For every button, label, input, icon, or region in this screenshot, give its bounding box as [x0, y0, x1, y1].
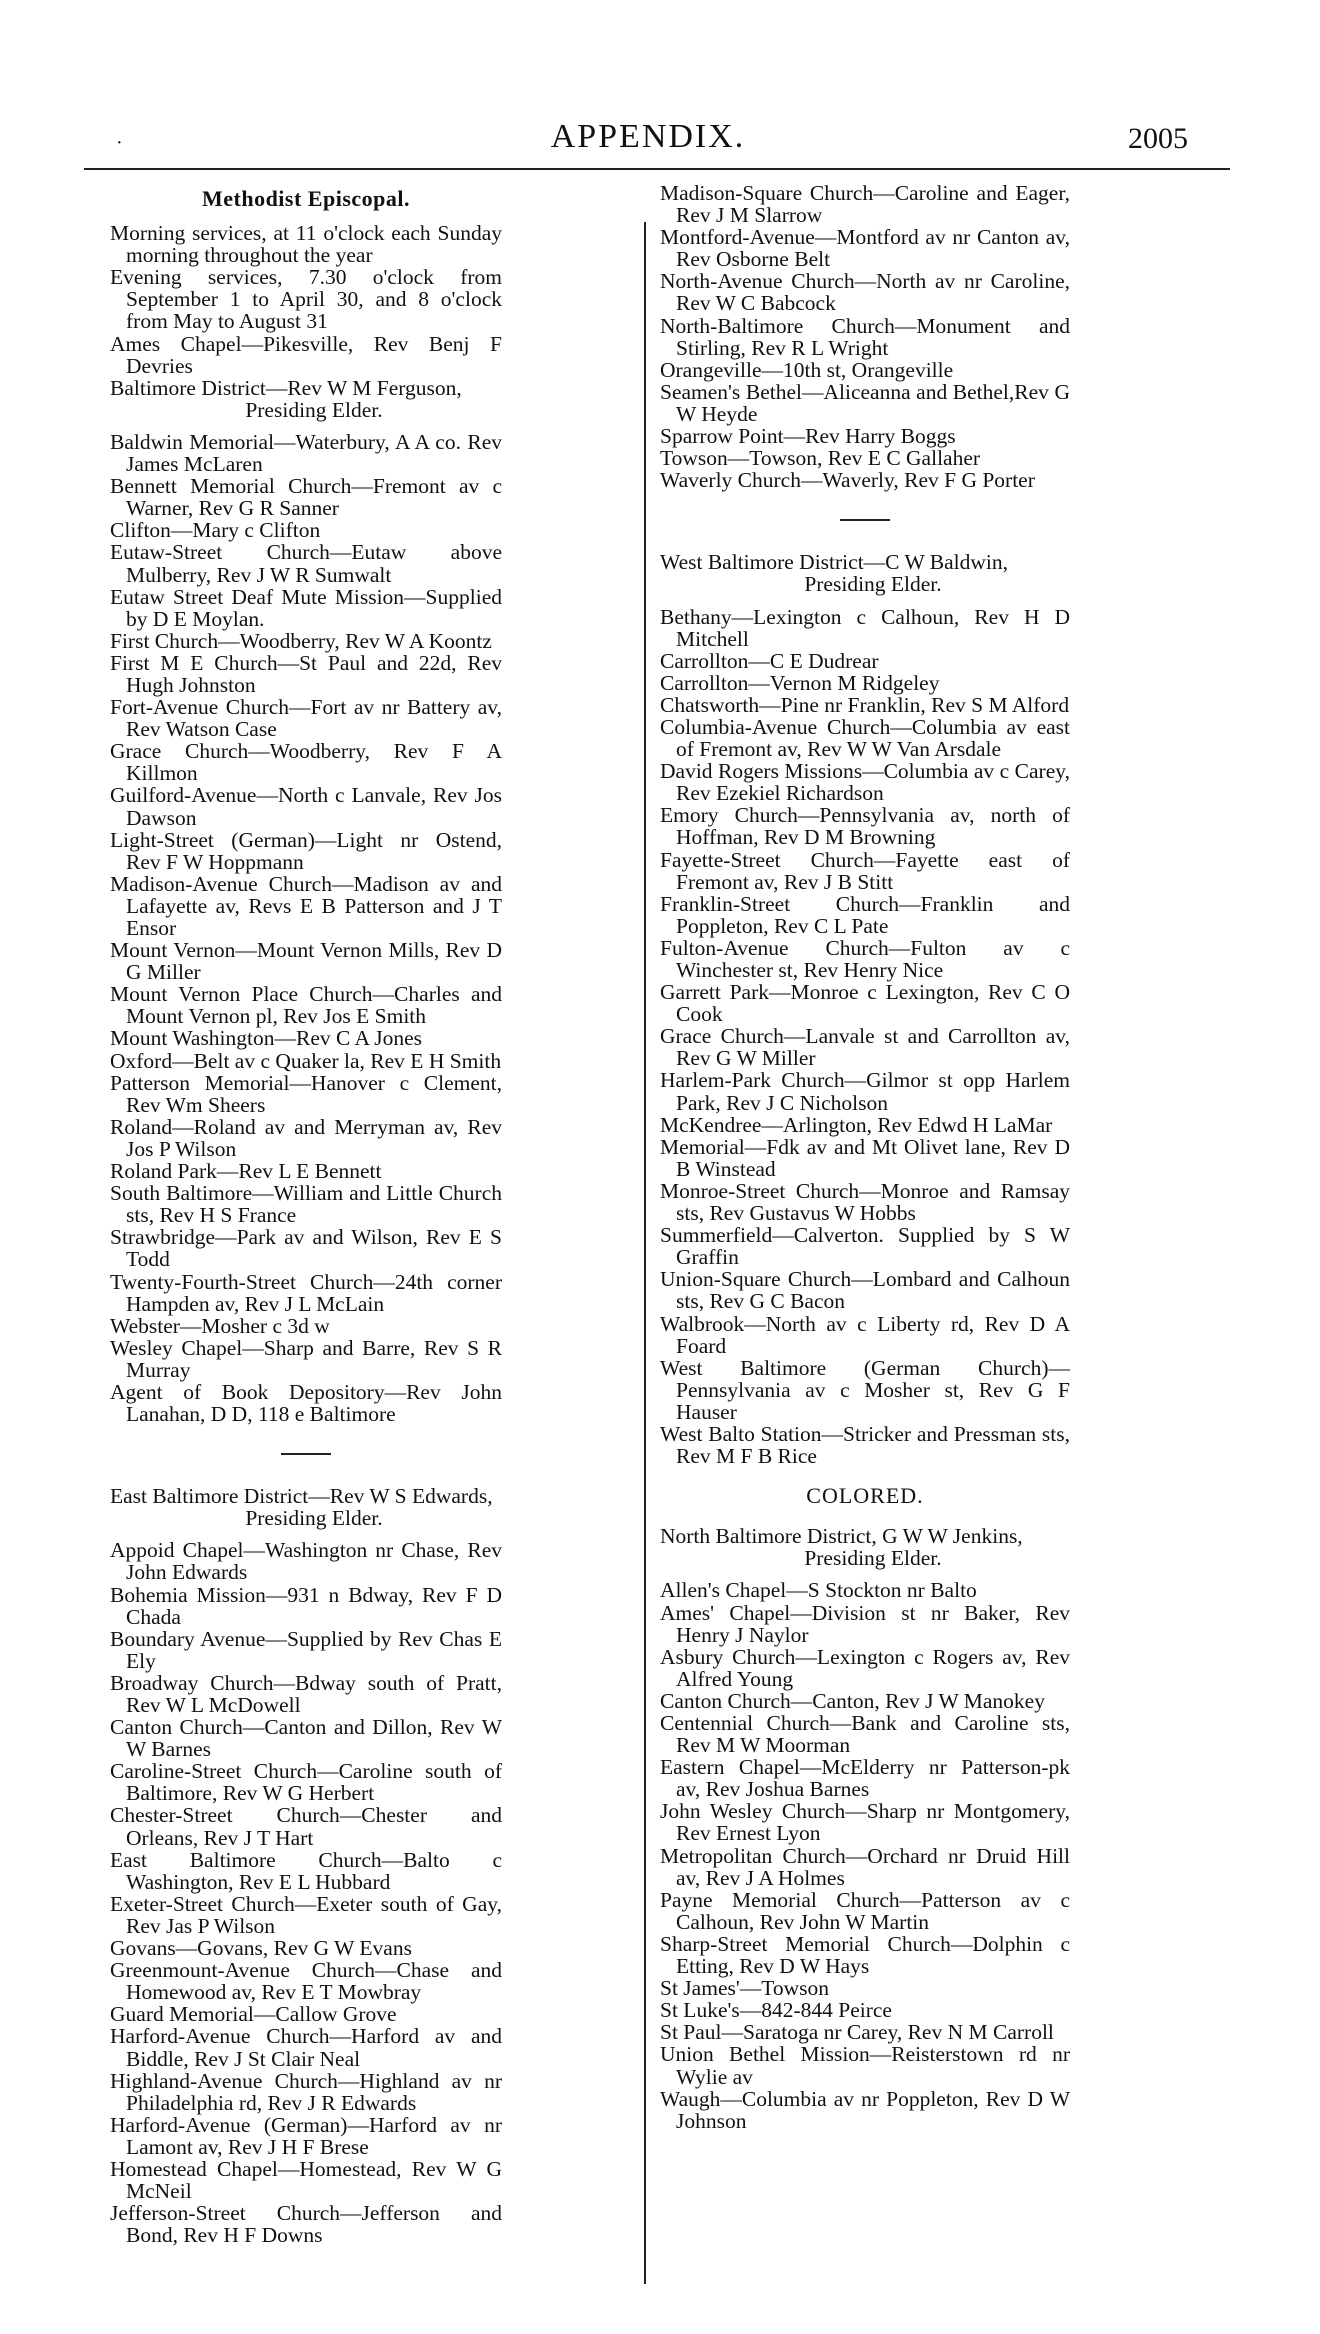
- list-entry: Monroe-Street Church—Monroe and Ramsay sts, Rev Gustavus W Hobbs: [660, 1178, 1070, 1226]
- list-entry: Montford-Avenue—Montford av nr Canton av, Rev Osborne Belt: [660, 225, 1070, 272]
- list-entry: Grace Church—Lanvale st and Carrollton av, Rev G W Miller: [660, 1024, 1070, 1071]
- list-entry: Columbia-Avenue Church—Columbia av east of Fremont av, Rev W W Van Arsdale: [660, 714, 1070, 762]
- intro-list: [110, 222, 502, 377]
- list-entry: Bethany—Lexington c Calhoun, Rev H D Mitchell: [660, 604, 1070, 651]
- list-entry: David Rogers Missions—Columbia av c Carey, Rev Ezekiel Richardson: [660, 759, 1070, 806]
- list-entry: Fulton-Avenue Church—Fulton av c Winchester st, Rev Henry Nice: [660, 935, 1070, 982]
- list-entry: St Paul—Saratoga nr Carey, Rev N M Carroll: [660, 2020, 1054, 2045]
- list-entry: McKendree—Arlington, Rev Edwd H LaMar: [660, 1112, 1053, 1137]
- list-entry: Guilford-Avenue—North c Lanvale, Rev Jos Dawson: [110, 783, 502, 830]
- list-entry: Waverly Church—Waverly, Rev F G Porter: [660, 468, 1035, 493]
- list-entry: Appoid Chapel—Washington nr Chase, Rev John Edwards: [110, 1538, 502, 1585]
- page-number: 2005: [1128, 122, 1188, 155]
- list-entry: Asbury Church—Lexington c Rogers av, Rev Alfred Young: [660, 1644, 1070, 1691]
- list-entry: South Baltimore—William and Little Church sts, Rev H S France: [110, 1181, 502, 1228]
- district-name: Baltimore District—Rev W M Ferguson,: [110, 375, 462, 400]
- district-name: East Baltimore District—Rev W S Edwards,: [110, 1484, 493, 1509]
- list-entry: Union-Square Church—Lombard and Calhoun sts, Rev G C Bacon: [660, 1267, 1070, 1314]
- district-elder: Presiding Elder.: [245, 397, 383, 422]
- colored-heading: COLORED.: [806, 1483, 924, 1509]
- list-entry: West Balto Station—Stricker and Pressman sts, Rev M F B Rice: [660, 1421, 1070, 1469]
- list-entry: Bohemia Mission—931 n Bdway, Rev F D Chada: [110, 1582, 502, 1629]
- list-entry: Chatsworth—Pine nr Franklin, Rev S M Alford: [660, 692, 1070, 717]
- list-entry: Orangeville—10th st, Orangeville: [660, 357, 954, 382]
- list-entry: John Wesley Church—Sharp nr Montgomery, Rev Ernest Lyon: [660, 1799, 1070, 1846]
- list-entry: Greenmount-Avenue Church—Chase and Homewood av, Rev E T Mowbray: [110, 1958, 502, 2005]
- church-list: [110, 431, 502, 1425]
- list-entry: Boundary Avenue—Supplied by Rev Chas E Ely: [110, 1626, 502, 1673]
- list-entry: Memorial—Fdk av and Mt Olivet lane, Rev D B Winstead: [660, 1134, 1070, 1181]
- page-title: APPENDIX.: [550, 118, 746, 155]
- list-entry: Eastern Chapel—McElderry nr Patterson-pk av, Rev Joshua Barnes: [660, 1755, 1070, 1802]
- list-entry: Morning services, at 11 o'clock each Sunday morning throughout the year: [110, 221, 502, 268]
- list-entry: Garrett Park—Monroe c Lexington, Rev C O Cook: [660, 980, 1070, 1027]
- list-entry: Strawbridge—Park av and Wilson, Rev E S Todd: [110, 1225, 502, 1272]
- list-entry: Bennett Memorial Church—Fremont av c Warner, Rev G R Sanner: [110, 474, 502, 521]
- list-entry: Clifton—Mary c Clifton: [110, 518, 321, 543]
- district-heading: [660, 1525, 1070, 1569]
- list-entry: Mount Vernon—Mount Vernon Mills, Rev D G Miller: [110, 938, 502, 985]
- list-entry: Franklin-Street Church—Franklin and Poppleton, Rev C L Pate: [660, 891, 1070, 938]
- section-separator: [840, 519, 890, 521]
- list-entry: Roland—Roland av and Merryman av, Rev Jos P Wilson: [110, 1114, 502, 1161]
- list-entry: Caroline-Street Church—Caroline south of Baltimore, Rev W G Herbert: [110, 1759, 502, 1806]
- page-header: [108, 118, 1188, 160]
- list-entry: Guard Memorial—Callow Grove: [110, 2002, 397, 2027]
- section-separator: [281, 1453, 331, 1455]
- list-entry: North-Avenue Church—North av nr Caroline, Rev W C Babcock: [660, 269, 1070, 316]
- section-title: Methodist Episcopal.: [201, 186, 411, 211]
- list-entry: Highland-Avenue Church—Highland av nr Philadelphia rd, Rev J R Edwards: [110, 2068, 502, 2115]
- list-entry: Eutaw Street Deaf Mute Mission—Supplied by D E Moylan.: [110, 584, 502, 631]
- list-entry: Towson—Towson, Rev E C Gallaher: [660, 446, 981, 471]
- list-entry: Summerfield—Calverton. Supplied by S W Graffin: [660, 1223, 1070, 1270]
- list-entry: Agent of Book Depository—Rev John Lanahan, D D, 118 e Baltimore: [110, 1379, 502, 1427]
- district-heading: [660, 551, 1070, 595]
- church-list: [660, 182, 1070, 491]
- list-entry: Ames Chapel—Pikesville, Rev Benj F Devries: [110, 331, 502, 378]
- list-entry: Roland Park—Rev L E Bennett: [110, 1159, 382, 1184]
- list-entry: Webster—Mosher c 3d w: [110, 1313, 330, 1338]
- list-entry: Patterson Memorial—Hanover c Clement, Rev Wm Sheers: [110, 1070, 502, 1117]
- list-entry: Homestead Chapel—Homestead, Rev W G McNeil: [110, 2156, 502, 2204]
- list-entry: Light-Street (German)—Light nr Ostend, Rev F W Hoppmann: [110, 827, 502, 874]
- list-entry: Eutaw-Street Church—Eutaw above Mulberry, Rev J W R Sumwalt: [110, 540, 502, 587]
- list-entry: East Baltimore Church—Balto c Washington, Rev E L Hubbard: [110, 1847, 502, 1894]
- list-entry: Allen's Chapel—S Stockton nr Balto: [660, 1578, 977, 1603]
- list-entry: Harlem-Park Church—Gilmor st opp Harlem Park, Rev J C Nicholson: [660, 1068, 1070, 1115]
- list-entry: Payne Memorial Church—Patterson av c Calhoun, Rev John W Martin: [660, 1887, 1070, 1934]
- list-entry: Canton Church—Canton, Rev J W Manokey: [660, 1688, 1045, 1713]
- district-elder: Presiding Elder.: [245, 1506, 383, 1531]
- list-entry: Jefferson-Street Church—Jefferson and Bond, Rev H F Downs: [110, 2201, 502, 2248]
- list-entry: West Baltimore (German Church)—Pennsylvania av c Mosher st, Rev G F Hauser: [660, 1355, 1070, 1424]
- church-list: [660, 1579, 1070, 2131]
- district-name: West Baltimore District—C W Baldwin,: [660, 550, 1009, 575]
- list-entry: Walbrook—North av c Liberty rd, Rev D A Foard: [660, 1311, 1070, 1358]
- list-entry: Madison-Avenue Church—Madison av and Lafayette av, Revs E B Patterson and J T Ensor: [110, 871, 502, 940]
- header-rule: [84, 168, 1230, 170]
- list-entry: Oxford—Belt av c Quaker la, Rev E H Smith: [110, 1048, 502, 1073]
- list-entry: First M E Church—St Paul and 22d, Rev Hugh Johnston: [110, 650, 502, 697]
- list-entry: Seamen's Bethel—Aliceanna and Bethel,Rev G W Heyde: [660, 379, 1070, 426]
- list-entry: Centennial Church—Bank and Caroline sts, Rev M W Moorman: [660, 1711, 1070, 1758]
- list-entry: St Luke's—842-844 Peirce: [660, 1998, 892, 2023]
- right-column: [660, 182, 1070, 2132]
- list-entry: Sharp-Street Memorial Church—Dolphin c Etting, Rev D W Hays: [660, 1931, 1070, 1979]
- list-entry: St James'—Towson: [660, 1976, 829, 2001]
- district-elder: Presiding Elder.: [804, 1546, 942, 1571]
- list-entry: Wesley Chapel—Sharp and Barre, Rev S R Murray: [110, 1335, 502, 1382]
- list-entry: Emory Church—Pennsylvania av, north of Hoffman, Rev D M Browning: [660, 803, 1070, 850]
- district-heading: [110, 377, 502, 421]
- list-entry: Harford-Avenue (German)—Harford av nr Lamont av, Rev J H F Brese: [110, 2112, 502, 2159]
- district-heading: [110, 1485, 502, 1529]
- list-entry: Canton Church—Canton and Dillon, Rev W W Barnes: [110, 1715, 502, 1762]
- list-entry: Mount Washington—Rev C A Jones: [110, 1026, 423, 1051]
- column-divider: [644, 222, 646, 2284]
- list-entry: Sparrow Point—Rev Harry Boggs: [660, 424, 956, 449]
- list-entry: Metropolitan Church—Orchard nr Druid Hill av, Rev J A Holmes: [660, 1843, 1070, 1890]
- list-entry: Harford-Avenue Church—Harford av and Biddle, Rev J St Clair Neal: [110, 2024, 502, 2071]
- list-entry: Evening services, 7.30 o'clock from September 1 to April 30, and 8 o'clock from May to August 31: [110, 265, 502, 334]
- list-entry: Mount Vernon Place Church—Charles and Mount Vernon pl, Rev Jos E Smith: [110, 982, 502, 1029]
- list-entry: North-Baltimore Church—Monument and Stirling, Rev R L Wright: [660, 313, 1070, 360]
- list-entry: Union Bethel Mission—Reisterstown rd nr Wylie av: [660, 2042, 1070, 2089]
- church-list: [110, 1539, 502, 2246]
- list-entry: Baldwin Memorial—Waterbury, A A co. Rev James McLaren: [110, 429, 502, 477]
- list-entry: Govans—Govans, Rev G W Evans: [110, 1936, 412, 1961]
- list-entry: Fort-Avenue Church—Fort av nr Battery av, Rev Watson Case: [110, 695, 502, 742]
- list-entry: Grace Church—Woodberry, Rev F A Killmon: [110, 739, 502, 786]
- list-entry: Carrollton—Vernon M Ridgeley: [660, 670, 940, 695]
- list-entry: Fayette-Street Church—Fayette east of Fremont av, Rev J B Stitt: [660, 847, 1070, 894]
- list-entry: Exeter-Street Church—Exeter south of Gay, Rev Jas P Wilson: [110, 1891, 502, 1938]
- list-entry: Twenty-Fourth-Street Church—24th corner Hampden av, Rev J L McLain: [110, 1269, 502, 1316]
- list-entry: Broadway Church—Bdway south of Pratt, Rev W L McDowell: [110, 1670, 502, 1717]
- list-entry: Chester-Street Church—Chester and Orleans, Rev J T Hart: [110, 1803, 502, 1850]
- list-entry: Waugh—Columbia av nr Poppleton, Rev D W Johnson: [660, 2086, 1070, 2133]
- list-entry: First Church—Woodberry, Rev W A Koontz: [110, 628, 492, 653]
- list-entry: Ames' Chapel—Division st nr Baker, Rev Henry J Naylor: [660, 1600, 1070, 1647]
- district-elder: Presiding Elder.: [804, 572, 942, 597]
- list-entry: Carrollton—C E Dudrear: [660, 648, 879, 673]
- left-column: [110, 182, 502, 2246]
- church-list: [660, 606, 1070, 1468]
- print-mark: ·: [116, 132, 123, 154]
- list-entry: Madison-Square Church—Caroline and Eager, Rev J M Slarrow: [660, 181, 1070, 228]
- district-name: North Baltimore District, G W W Jenkins,: [660, 1524, 1023, 1549]
